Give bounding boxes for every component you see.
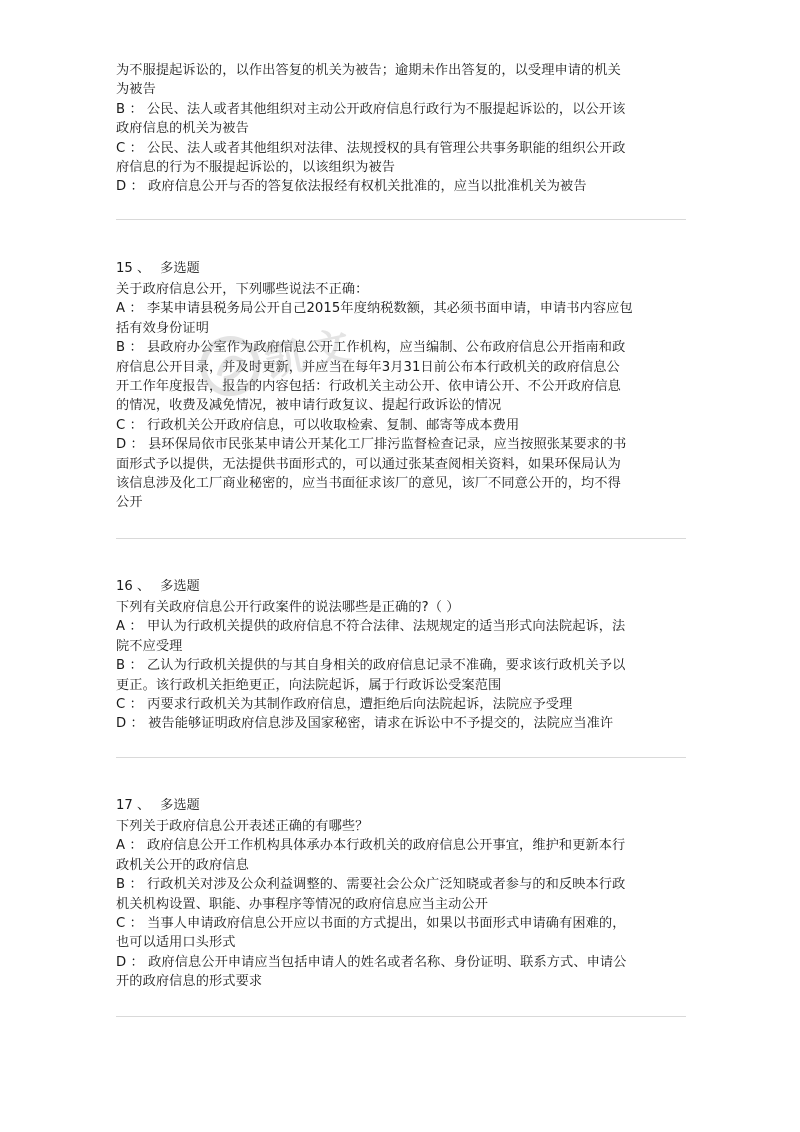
- watermark-text: 凯文: [260, 322, 361, 387]
- question-type: 多选题: [160, 798, 200, 813]
- question-header: [116, 259, 686, 278]
- question-stem: 下列有关政府信息公开行政案件的说法哪些是正确的?（ ）: [116, 600, 460, 615]
- q15-line: 面形式予以提供，无法提供书面形式的，可以通过张某查阅相关资料，如果环保局认为: [116, 456, 621, 472]
- q17-line: 也可以适用口头形式: [116, 935, 236, 951]
- question-number: 17 、: [116, 798, 151, 813]
- question-16: [116, 577, 686, 596]
- q16-option-b: B ： 乙认为行政机关提供的与其自身相关的政府信息记录不准确，要求该行政机关予以: [116, 658, 626, 674]
- question-15-body: [116, 280, 686, 513]
- q15-line: 该信息涉及化工厂商业秘密的，应当书面征求该厂的意见，该厂不同意公开的，均不得: [116, 476, 621, 492]
- question-number: 15 、: [116, 261, 151, 276]
- divider: [116, 757, 686, 758]
- q15-line: 开工作年度报告，报告的内容包括：行政机关主动公开、依申请公开、不公开政府信息: [116, 379, 621, 395]
- question-15: [116, 259, 686, 278]
- question-number: 16 、: [116, 579, 151, 594]
- question-stem: 下列关于政府信息公开表述正确的有哪些？: [116, 819, 369, 834]
- question-16-body: [116, 598, 686, 734]
- q15-option-b: B ： 县政府办公室作为政府信息公开工作机构，应当编制、公布政府信息公开指南和政: [116, 340, 626, 356]
- q17-option-d: D ： 政府信息公开申请应当包括申请人的姓名或者名称、身份证明、联系方式、申请公: [116, 954, 627, 970]
- question-14-tail: [116, 61, 686, 197]
- q17-line: 开的政府信息的形式要求: [116, 974, 263, 990]
- q17-line: 政机关公开的政府信息: [116, 857, 249, 873]
- divider: [116, 1016, 686, 1017]
- q15-line: 公开: [116, 495, 143, 511]
- q15-option-d: D ： 县环保局依市民张某申请公开某化工厂排污监督检查记录，应当按照张某要求的书: [116, 437, 627, 453]
- q14-option-d: D ： 政府信息公开与否的答复依法报经有权机关批准的，应当以批准机关为被告: [116, 179, 587, 195]
- q15-line: 的情况，收费及减免情况，被申请行政复议、提起行政诉讼的情况: [116, 398, 502, 414]
- q16-line: 更正。该行政机关拒绝更正，向法院起诉，属于行政诉讼受案范围: [116, 677, 502, 693]
- question-type: 多选题: [160, 261, 200, 276]
- question-header: [116, 796, 686, 815]
- q15-option-c: C ： 行政机关公开政府信息，可以收取检索、复制、邮寄等成本费用: [116, 417, 520, 433]
- question-17: [116, 796, 686, 815]
- q14-option-b: B ： 公民、法人或者其他组织对主动公开政府信息行政行为不服提起诉讼的，以公开该: [116, 101, 626, 117]
- question-17-body: [116, 817, 686, 992]
- q15-line: 括有效身份证明: [116, 320, 210, 336]
- q14-line: 政府信息的机关为被告: [116, 121, 249, 137]
- q17-option-a: A ： 政府信息公开工作机构具体承办本行政机关的政府信息公开事宜，维护和更新本行: [116, 838, 626, 854]
- q15-option-a: A ： 李某申请县税务局公开自己2015年度纳税数额，其必须书面申请，申请书内容应包: [116, 301, 633, 317]
- q14-line: 为不服提起诉讼的，以作出答复的机关为被告；逾期未作出答复的，以受理申请的机关: [116, 63, 621, 78]
- question-header: [116, 577, 686, 596]
- q17-option-b: B ： 行政机关对涉及公众利益调整的、需要社会公众广泛知晓或者参与的和反映本行政: [116, 877, 626, 893]
- q16-option-a: A ： 甲认为行政机关提供的政府信息不符合法律、法规规定的适当形式向法院起诉，法: [116, 619, 626, 635]
- question-stem: 关于政府信息公开，下列哪些说法不正确：: [116, 282, 369, 297]
- q14-line: 为被告: [116, 82, 156, 98]
- question-type: 多选题: [160, 579, 200, 594]
- q15-line: 府信息公开目录，并及时更新，并应当在每年3月31日前公布本行政机关的政府信息公: [116, 359, 620, 375]
- q17-line: 机关机构设置、职能、办事程序等情况的政府信息应当主动公开: [116, 896, 489, 912]
- q17-option-c: C ： 当事人申请政府信息公开应以书面的方式提出，如果以书面形式申请确有困难的，: [116, 916, 626, 932]
- q14-line: 府信息的行为不服提起诉讼的，以该组织为被告: [116, 160, 396, 176]
- divider: [116, 538, 686, 539]
- q16-line: 院不应受理: [116, 638, 183, 654]
- q16-option-d: D ： 被告能够证明政府信息涉及国家秘密，请求在诉讼中不予提交的，法院应当准许: [116, 716, 614, 732]
- q16-option-c: C ： 丙要求行政机关为其制作政府信息，遭拒绝后向法院起诉，法院应予受理: [116, 697, 573, 713]
- divider: [116, 219, 686, 220]
- q14-option-c: C ： 公民、法人或者其他组织对法律、法规授权的具有管理公共事务职能的组织公开政: [116, 140, 626, 156]
